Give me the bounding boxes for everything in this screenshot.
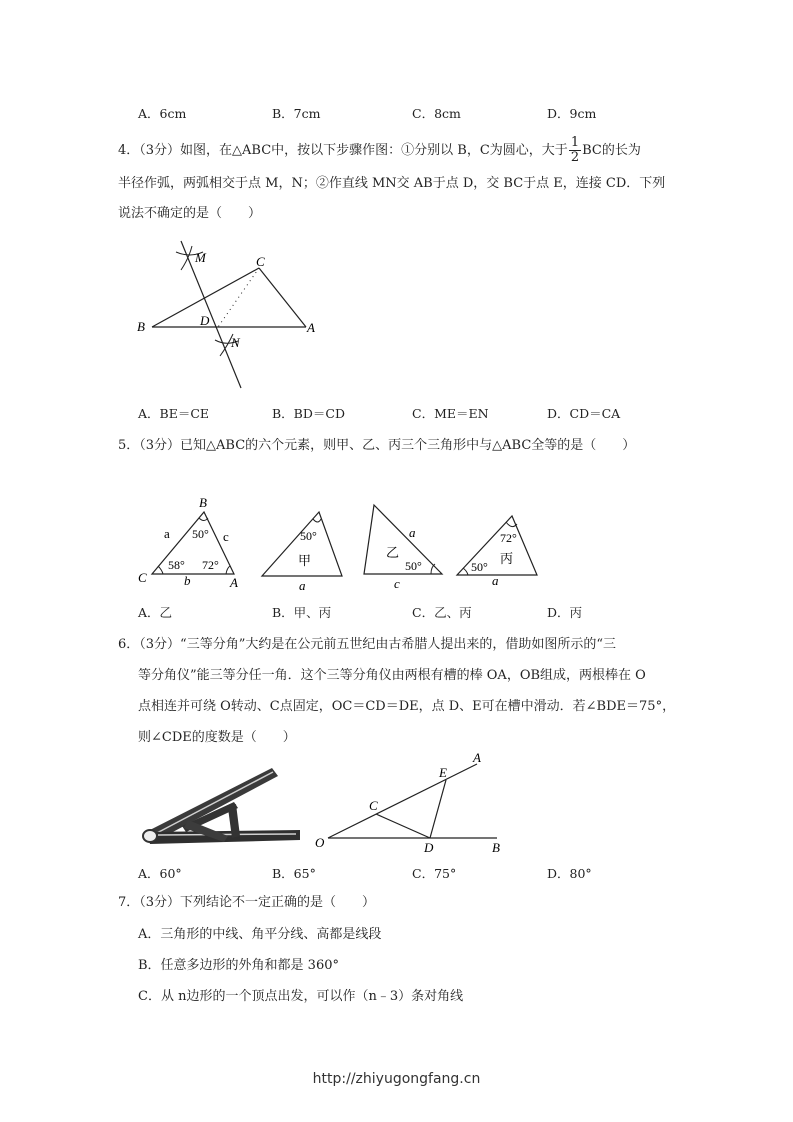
q5-abc-angle-a [226,566,230,574]
q6-option-b: B．65° [272,866,316,881]
q4-line-cd [218,268,259,327]
q7-option-a: A．三角形的中线、角平分线、高都是线段 [138,927,382,942]
q6-ray-oa [328,764,477,838]
q7-option-c: C．从 n边形的一个顶点出发，可以作（n﹣3）条对角线 [138,989,464,1004]
q4-stem-line2: 半径作弧，两弧相交于点 M，N；②作直线 MN交 AB于点 D，交 BC于点 E，连接 CD．下列 [118,176,666,191]
q6-stem-line1: 6．（3分）“三等分角”大约是在公元前五世纪由古希腊人提出来的，借助如图所示的“三 [118,637,616,652]
q5-stem: 5．（3分）已知△ABC的六个元素，则甲、乙、丙三个三角形中与△ABC全等的是（ ） [118,438,636,453]
q5-abc-label-b: B [199,495,207,510]
q4-stem-text-b: BC的长为 [582,143,641,158]
q4-fraction [569,136,581,165]
q5-abc-angle50: 50° [192,527,209,541]
q6-segment-cd [376,814,430,838]
q6-option-a: A．60° [138,866,182,881]
q5-jia-angle-label: 50° [300,529,317,543]
q5-option-d: D．丙 [547,605,583,620]
q5-abc-angle-c [158,566,163,574]
q5-abc-angle58: 58° [168,558,185,572]
q4-label-b: B [137,319,145,334]
q5-abc-side-a: a [164,526,170,541]
q5-jia-name: 甲 [298,553,312,568]
footer-url: http://zhiyugongfang.cn [312,1071,481,1087]
q4-line-mn [181,241,241,388]
q4-label-n: N [231,335,240,350]
q4-label-m: M [195,250,206,265]
q6-stem-line2: 等分角仪”能三等分任一角．这个三等分角仪由两根有槽的棒 OA，OB组成，两根棒在 O [138,668,646,683]
q5-bing-angle72: 72° [500,531,517,545]
q4-line-ca [259,268,306,327]
q4-label-c: C [256,254,265,269]
q4-option-a: A．BE＝CE [138,406,210,421]
q6-option-c: C．75° [412,866,457,881]
q6-photo-rod-lower-slot [158,834,296,835]
q4-stem-text-a: 4．（3分）如图，在△ABC中，按以下步骤作图：①分别以 B，C为圆心，大于 [118,143,568,158]
q5-jia-side-a: a [299,578,306,593]
q4-option-d: D．CD＝CA [547,406,621,421]
q3-option-b: B．7cm [272,106,321,121]
q5-bing-name: 丙 [500,551,514,566]
q5-abc-label-a: A [230,575,238,590]
q5-yi-side-a: a [409,525,416,540]
q5-bing-side-a: a [492,573,499,588]
q6-label-e: E [439,765,447,780]
q5-abc-side-c: c [223,529,229,544]
q5-option-c: C．乙、丙 [412,605,472,620]
q5-bing-angle-left [463,568,468,575]
q5-jia-angle [313,519,321,522]
q6-label-a: A [473,750,481,765]
q4-stem-line3: 说法不确定的是（ ） [118,206,262,221]
q6-diagram [310,750,510,860]
q3-option-c: C．8cm [412,106,461,121]
q5-option-a: A．乙 [138,605,173,620]
q6-segment-de [430,780,446,838]
q7-stem: 7．（3分）下列结论不一定正确的是（ ） [118,895,376,910]
q4-option-c: C．ME＝EN [412,406,489,421]
q4-label-d: D [200,313,210,328]
q3-option-d: D．9cm [547,106,597,121]
q5-triangle-yi [364,505,442,574]
q4-option-b: B．BD＝CD [272,406,345,421]
q6-stem-line3: 点相连并可绕 O转动、C点固定，OC＝CD＝DE，点 D、E可在槽中滑动．若∠BDE＝75°， [138,699,676,714]
q5-yi-name: 乙 [386,545,400,560]
q4-figure [130,235,330,395]
q6-photo-hinge [143,830,157,842]
q7-option-b: B．任意多边形的外角和都是 360° [138,958,339,973]
q6-label-d: D [424,840,434,855]
q5-bing-angle50: 50° [471,560,488,574]
q4-arc-m2 [181,246,192,270]
q6-option-d: D．80° [547,866,592,881]
q4-label-a: A [307,320,315,335]
q5-yi-angle-label: 50° [405,559,422,573]
q5-abc-label-c: C [138,570,147,585]
q5-yi-side-c: c [394,576,400,591]
q5-triangle-bing [457,516,537,575]
q5-figure [130,490,550,595]
q6-trisector-photo [140,760,310,850]
q5-abc-side-b: b [184,573,191,588]
q4-stem-line1 [118,136,641,165]
q5-abc-angle72: 72° [202,558,219,572]
q6-label-c: C [369,798,378,813]
q6-stem-line4: 则∠CDE的度数是（ ） [138,730,296,745]
q5-triangle-abc [152,512,234,574]
q4-fraction-denominator: 2 [570,150,580,165]
q6-photo-rod-upper-slot [155,772,273,834]
q4-fraction-numerator: 1 [570,135,580,150]
q6-label-b: B [492,840,500,855]
q3-option-a: A．6cm [138,106,187,121]
q5-option-b: B．甲、丙 [272,605,332,620]
q6-label-o: O [315,835,325,850]
